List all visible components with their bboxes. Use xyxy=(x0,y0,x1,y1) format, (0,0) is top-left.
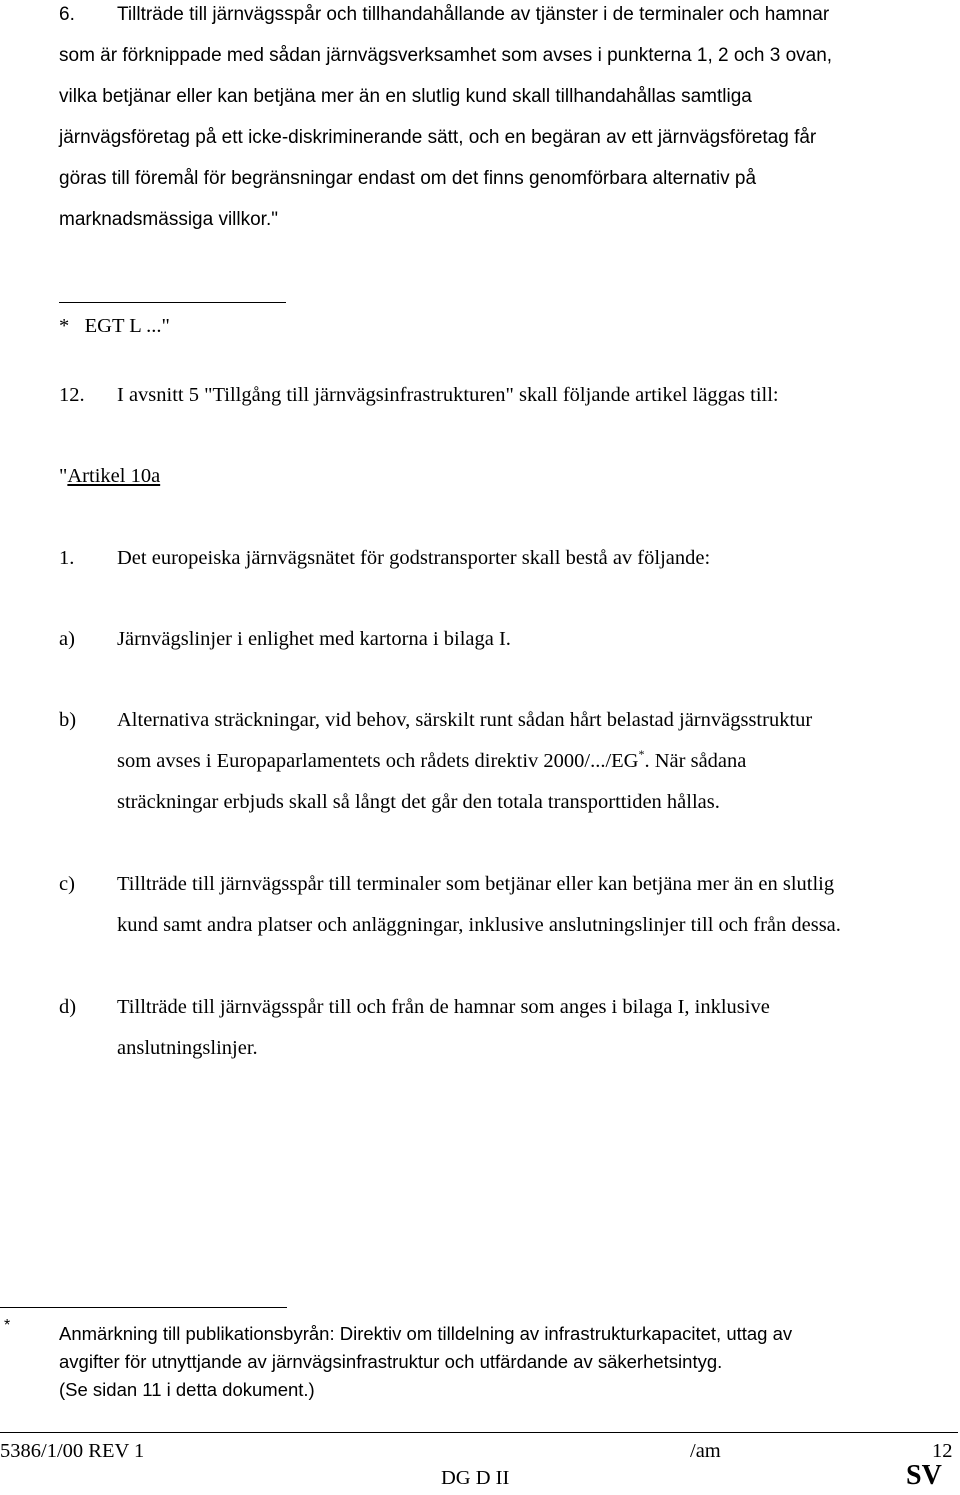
item-6-line: Tillträde till järnvägsspår och tillhandahållande av tjänster i de terminaler och hamnar xyxy=(117,4,830,25)
footnote-separator xyxy=(0,1307,287,1308)
item-b-line: Alternativa sträckningar, vid behov, särskilt runt sådan hårt belastad järnvägsstruktur xyxy=(117,709,813,731)
item-6-line: göras till föremål för begränsningar endast om det finns genomförbara alternativ på xyxy=(59,168,757,189)
item-d-line: Tillträde till järnvägsspår till och från de hamnar som anges i bilaga I, inklusive xyxy=(117,996,770,1018)
item-b-line2-text: som avses i Europaparlamentets och rådets direktiv 2000/.../EG xyxy=(117,750,639,772)
para-1-text: Det europeiska järnvägsnätet för godstransporter skall bestå av följande: xyxy=(117,547,711,569)
item-b-line: sträckningar erbjuds skall så långt det går den totala transporttiden hållas. xyxy=(117,791,720,813)
item-a-text: Järnvägslinjer i enlighet med kartorna i bilaga I. xyxy=(117,628,511,650)
item-c-line: kund samt andra platser och anläggningar, inklusive anslutningslinjer till och från dessa. xyxy=(117,914,841,936)
item-12-text: I avsnitt 5 "Tillgång till järnvägsinfrastrukturen" skall följande artikel läggas till: xyxy=(117,384,779,406)
article-title: Artikel 10a xyxy=(67,465,161,487)
article-open-quote: " xyxy=(59,465,68,487)
item-6-number: 6. xyxy=(59,4,75,25)
footer-doc-reference: 5386/1/00 REV 1 xyxy=(0,1440,145,1462)
footer-initials: /am xyxy=(690,1440,721,1462)
item-6-line: järnvägsföretag på ett icke-diskriminerande sätt, och en begäran av ett järnvägsföretag får xyxy=(59,127,817,148)
footer-directorate: DG D II xyxy=(441,1467,510,1489)
item-6-line: som är förknippade med sådan järnvägsverksamhet som avses i punkterna 1, 2 och 3 ovan, xyxy=(59,45,833,66)
para-1-number: 1. xyxy=(59,547,75,569)
item-a-label: a) xyxy=(59,628,75,650)
item-b-line xyxy=(117,741,746,782)
footer-language-code: SV xyxy=(906,1460,942,1491)
item-d-line: anslutningslinjer. xyxy=(117,1037,258,1059)
item-6-line: marknadsmässiga villkor." xyxy=(59,209,278,230)
item-6-line: vilka betjänar eller kan betjäna mer än en slutlig kund skall tillhandahållas samtliga xyxy=(59,86,752,107)
item-c-label: c) xyxy=(59,873,75,895)
item-c-line: Tillträde till järnvägsspår till terminaler som betjänar eller kan betjäna mer än en slutlig xyxy=(117,873,835,895)
footer-rule xyxy=(0,1432,958,1433)
footnote-line: Anmärkning till publikationsbyrån: Direktiv om tilldelning av infrastrukturkapacitet, uttag av xyxy=(59,1323,793,1344)
footer-page-number: 12 xyxy=(932,1440,953,1462)
footnote-reference: * xyxy=(638,747,645,761)
item-b-line2-tail: . När sådana xyxy=(644,750,747,772)
egt-reference-note: * EGT L ..." xyxy=(59,315,170,337)
footnote-line: (Se sidan 11 i detta dokument.) xyxy=(59,1379,315,1400)
footnote-line: avgifter för utnyttjande av järnvägsinfrastruktur och utfärdande av säkerhetsintyg. xyxy=(59,1351,723,1372)
item-b-label: b) xyxy=(59,709,77,731)
item-d-label: d) xyxy=(59,996,77,1018)
article-heading xyxy=(59,456,160,497)
footnote-marker: * xyxy=(4,1317,11,1334)
item-12-number: 12. xyxy=(59,384,85,406)
note-separator xyxy=(59,302,286,303)
